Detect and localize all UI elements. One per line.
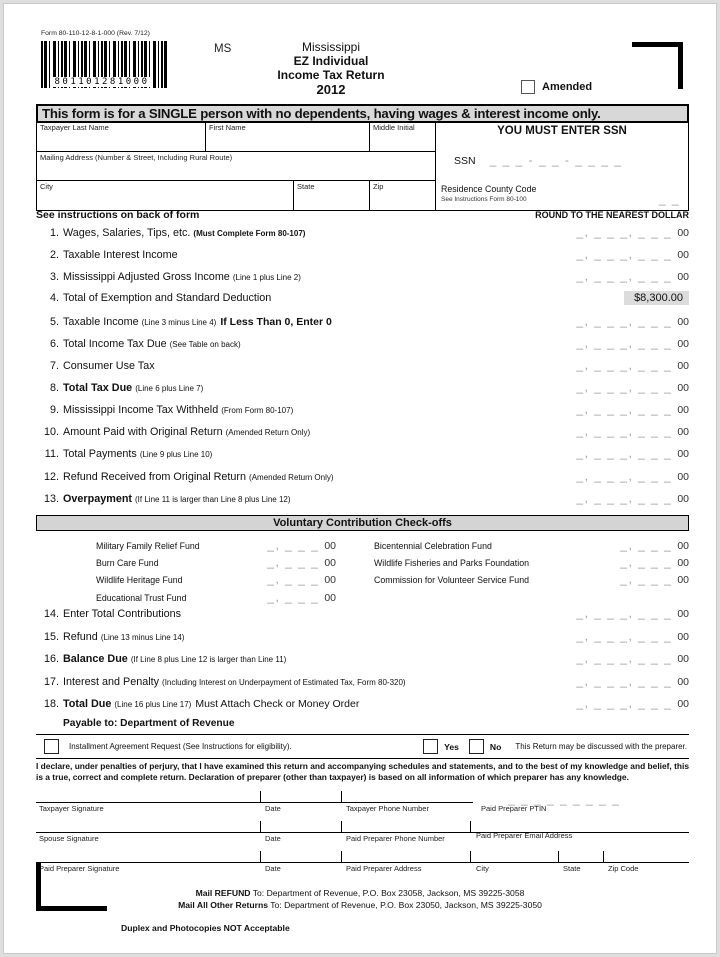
checkoff-label: Bicentennial Celebration Fund — [374, 541, 492, 551]
line-row-4 — [36, 291, 689, 313]
line-row-10 — [36, 424, 689, 446]
amount-field-5[interactable]: _, _ _ _, _ _ _ 00 — [576, 313, 689, 328]
ssn-label: SSN — [454, 155, 476, 167]
checkoff-amount-field[interactable]: _, _ _ _ 00 — [267, 589, 336, 604]
mail-other-bold: Mail All Other Returns — [178, 900, 269, 911]
state-field[interactable] — [294, 181, 370, 210]
mail-refund-bold: Mail REFUND — [195, 888, 251, 898]
no-checkbox[interactable] — [469, 739, 484, 754]
spouse-signature-label: Spouse Signature — [39, 834, 99, 843]
yes-label: Yes — [444, 741, 459, 752]
taxpayer-signature-line[interactable] — [36, 802, 473, 803]
line-suffix: Must Attach Check or Money Order — [195, 698, 360, 710]
installment-checkbox[interactable] — [44, 739, 59, 754]
city-field[interactable] — [37, 181, 294, 210]
amount-field-17[interactable]: _, _ _ _, _ _ _ 00 — [576, 673, 689, 688]
line-row-6 — [36, 336, 689, 358]
first-name-field[interactable] — [206, 122, 370, 151]
barcode — [41, 41, 167, 88]
line-row-2 — [36, 247, 689, 269]
preparer-city-label: City — [476, 864, 489, 873]
preparer-discuss-note: This Return may be discussed with the preparer. — [515, 742, 687, 751]
preparer-address-label: Paid Preparer Address — [346, 864, 422, 873]
amended-label: Amended — [542, 81, 593, 93]
amount-field-6[interactable]: _, _ _ _, _ _ _ 00 — [576, 335, 689, 350]
signature-row-2 — [36, 820, 689, 850]
line-row-9 — [36, 402, 689, 424]
line-row-3 — [36, 269, 689, 291]
divider-tick — [470, 851, 471, 863]
state-code: MS — [214, 43, 232, 55]
form-number: Form 80-110-12-8-1-000 (Rev. 7/12) — [41, 30, 150, 37]
line-number: 8. — [49, 381, 59, 394]
divider-tick — [260, 821, 261, 833]
middle-initial-field[interactable] — [370, 122, 435, 151]
line4-standard-deduction-value: $8,300.00 — [624, 291, 689, 305]
amount-field-3[interactable]: _, _ _ _, _ _ _ 00 — [576, 269, 689, 284]
ssn-input[interactable]: _ _ _ - _ _ - _ _ _ _ — [489, 153, 623, 167]
line-label: Consumer Use Tax — [63, 359, 155, 372]
line-label: Enter Total Contributions — [63, 608, 182, 620]
checkoff-label: Commission for Volunteer Service Fund — [374, 575, 529, 586]
preparer-signature-line[interactable] — [36, 862, 689, 863]
line-number: 7. — [49, 359, 59, 372]
mailing-instructions — [4, 887, 716, 912]
form-title — [241, 40, 421, 98]
amended-group — [521, 80, 592, 94]
barcode-digits: 801101281000 — [51, 77, 153, 87]
line-label: Taxable Income — [63, 315, 139, 328]
line-number: 3. — [49, 271, 59, 284]
ssn-heading: YOU MUST ENTER SSN — [497, 125, 627, 137]
line-number: 1. — [49, 227, 59, 239]
checkoff-amount-field[interactable]: _, _ _ _ 00 — [620, 572, 689, 587]
checkoff-row — [374, 538, 689, 555]
line-note: (Line 3 minus Line 4) — [141, 317, 217, 327]
zip-label: Zip — [373, 182, 384, 192]
no-label: No — [489, 741, 502, 752]
mail-other-rest: To: Department of Revenue, P.O. Box 23050, Jackson, MS 39225-3050 — [268, 900, 542, 911]
line-label: Refund — [63, 630, 98, 643]
line-label: Total of Exemption and Standard Deduction — [63, 292, 272, 305]
spouse-signature-line[interactable] — [36, 832, 689, 833]
checkoff-row — [96, 590, 336, 607]
signature-row-1 — [36, 790, 689, 820]
checkoff-row — [374, 572, 689, 589]
amount-field-10[interactable]: _, _ _ _, _ _ _ 00 — [576, 424, 689, 439]
mail-refund-rest: To: Department of Revenue, P.O. Box 23058, Jackson, MS 39225-3058 — [250, 888, 525, 898]
line-note: (Including Interest on Underpayment of Estimated Tax, Form 80-320) — [162, 677, 406, 687]
preparer-phone-label: Paid Preparer Phone Number — [346, 834, 445, 843]
installment-strip — [36, 734, 689, 759]
checkoff-row — [96, 538, 336, 555]
line-number: 9. — [49, 404, 59, 417]
form-page — [3, 3, 717, 954]
line-row-14 — [36, 606, 689, 629]
checkoff-row — [96, 572, 336, 589]
preparer-zip-label: Zip Code — [608, 864, 639, 873]
checkoff-label: Wildlife Fisheries and Parks Foundation — [374, 558, 529, 569]
ssn-box — [436, 122, 688, 210]
amount-field-1[interactable]: _, _ _ _, _ _ _ 00 — [576, 225, 689, 239]
first-name-label: First Name — [209, 123, 246, 132]
lines-1-13 — [36, 225, 689, 513]
line-number: 5. — [49, 315, 59, 328]
amount-field-16[interactable]: _, _ _ _, _ _ _ 00 — [576, 651, 689, 665]
line-label: Refund Received from Original Return — [63, 470, 247, 483]
preparer-email-label: Paid Preparer Email Address — [476, 831, 573, 840]
line-note: (See Table on back) — [169, 339, 241, 349]
mail-other-line — [4, 899, 716, 911]
zip-field[interactable] — [370, 181, 435, 210]
line-number: 15. — [43, 630, 59, 643]
checkoff-section — [36, 538, 689, 607]
line-row-7 — [36, 358, 689, 380]
checkoff-amount-field[interactable]: _, _ _ _ 00 — [267, 555, 336, 570]
divider-tick — [260, 851, 261, 863]
line-note: (Amended Return Only) — [249, 472, 334, 482]
amount-field-13[interactable]: _, _ _ _, _ _ _ 00 — [576, 490, 689, 505]
checkoff-row — [374, 555, 689, 572]
ptin-label: Paid Preparer PTIN — [481, 804, 547, 813]
lines-14-18 — [36, 606, 689, 719]
divider-tick — [341, 791, 342, 803]
line-number: 13. — [43, 492, 59, 505]
payable-to-note: Payable to: Department of Revenue — [63, 718, 235, 729]
line-note: (Must Complete Form 80-107) — [193, 229, 306, 238]
line-label: Total Due — [63, 698, 112, 710]
amount-field-8[interactable]: _, _ _ _, _ _ _ 00 — [576, 379, 689, 394]
checkoff-row — [96, 555, 336, 572]
date-label: Date — [265, 864, 281, 873]
city-label: City — [40, 182, 53, 192]
amount-field-18[interactable]: _, _ _ _, _ _ _ 00 — [576, 696, 689, 710]
instructions-row — [36, 209, 689, 221]
single-person-banner: This form is for a SINGLE person with no dependents, having wages & interest income only. — [36, 104, 689, 123]
checkoff-label: Burn Care Fund — [96, 558, 159, 569]
line-number: 11. — [44, 448, 59, 461]
line-number: 18. — [43, 698, 59, 710]
divider-tick — [341, 851, 342, 863]
line-note: (From Form 80-107) — [221, 406, 294, 416]
checkoff-label: Wildlife Heritage Fund — [96, 575, 183, 586]
installment-label: Installment Agreement Request (See Instructions for eligibility). — [69, 742, 292, 751]
signature-row-3 — [36, 850, 689, 880]
last-name-field[interactable] — [37, 122, 206, 151]
perjury-declaration: I declare, under penalties of perjury, that I have examined this return and accompanying schedules and statements, and to the best of my knowledge and belief, this is a true, correct and complete return. Declaration of preparer (other than taxpayer) is based on all information of which preparer has any knowledge. — [36, 761, 689, 782]
checkoff-amount-field[interactable]: _, _ _ _ 00 — [620, 538, 689, 552]
line-label: Mississippi Adjusted Gross Income — [63, 271, 230, 284]
line-label: Mississippi Income Tax Withheld — [63, 404, 219, 417]
yes-checkbox[interactable] — [423, 739, 438, 754]
mailing-address-field[interactable] — [37, 152, 435, 181]
line-label: Total Income Tax Due — [63, 337, 167, 350]
instructions-left: See instructions on back of form — [36, 209, 200, 221]
taxpayer-info-table — [36, 122, 689, 211]
line-number: 2. — [49, 249, 59, 262]
line-label: Total Payments — [63, 448, 137, 461]
line-label: Overpayment — [63, 492, 133, 505]
checkoff-left-column — [36, 538, 336, 607]
line-number: 17. — [43, 675, 59, 688]
divider-tick — [260, 791, 261, 803]
line-row-12 — [36, 469, 689, 491]
corner-mark-top-right — [632, 42, 683, 89]
line-label: Interest and Penalty — [63, 675, 160, 688]
amount-field-11[interactable]: _, _ _ _, _ _ _ 00 — [576, 446, 689, 461]
mailing-address-label: Mailing Address (Number & Street, Including Rural Route) — [40, 152, 233, 162]
checkoff-label: Educational Trust Fund — [96, 592, 187, 603]
preparer-state-label: State — [563, 864, 581, 873]
line-row-15 — [36, 629, 689, 652]
line-row-1 — [36, 225, 689, 247]
amount-field-7[interactable]: _, _ _ _, _ _ _ 00 — [576, 357, 689, 372]
preparer-signature-label: Paid Preparer Signature — [39, 864, 120, 873]
date-label: Date — [265, 834, 281, 843]
line-label: Amount Paid with Original Return — [63, 426, 223, 439]
mail-refund-line — [4, 887, 716, 899]
divider-tick — [558, 851, 559, 863]
checkoff-amount-field[interactable]: _, _ _ _ 00 — [267, 538, 336, 552]
round-to-dollar: ROUND TO THE NEAREST DOLLAR — [535, 210, 689, 220]
line-label: Balance Due — [63, 653, 128, 665]
middle-initial-label: Middle Initial — [373, 123, 415, 132]
line-number: 4. — [49, 292, 59, 305]
title-return: Income Tax Return — [277, 68, 385, 83]
taxpayer-phone-label: Taxpayer Phone Number — [346, 804, 429, 813]
line-label: Total Tax Due — [63, 381, 133, 394]
line-note: (Line 1 plus Line 2) — [232, 273, 301, 283]
last-name-label: Taxpayer Last Name — [40, 123, 109, 132]
line-number: 14. — [43, 608, 59, 620]
amount-field-12[interactable]: _, _ _ _, _ _ _ 00 — [576, 468, 689, 483]
line-suffix: If Less Than 0, Enter 0 — [220, 315, 332, 328]
line-note: (Line 6 plus Line 7) — [135, 383, 204, 393]
line-row-11 — [36, 446, 689, 468]
voluntary-contribution-header: Voluntary Contribution Check-offs — [36, 515, 689, 531]
line-number: 10. — [43, 426, 59, 439]
line-row-5 — [36, 314, 689, 336]
checkoff-amount-field[interactable]: _, _ _ _ 00 — [267, 572, 336, 587]
amount-field-14[interactable]: _, _ _ _, _ _ _ 00 — [576, 606, 689, 620]
title-ez: EZ Individual — [293, 54, 369, 69]
county-code-label: Residence County Code — [441, 184, 537, 194]
name-address-block — [37, 122, 436, 210]
line-row-8 — [36, 380, 689, 402]
amended-checkbox[interactable] — [521, 80, 535, 94]
amount-field-9[interactable]: _, _ _ _, _ _ _ 00 — [576, 402, 689, 417]
duplex-note: Duplex and Photocopies NOT Acceptable — [121, 923, 290, 933]
amount-field-2[interactable]: _, _ _ _, _ _ _ 00 — [576, 247, 689, 262]
line-row-13 — [36, 491, 689, 513]
line-row-17 — [36, 674, 689, 697]
amount-field-15[interactable]: _, _ _ _, _ _ _ 00 — [576, 628, 689, 643]
divider-tick — [603, 851, 604, 863]
line-note: (If Line 11 is larger than Line 8 plus Line 12) — [135, 494, 291, 504]
line-number: 16. — [43, 653, 59, 665]
line-row-16 — [36, 651, 689, 674]
line-row-18 — [36, 696, 689, 719]
title-state: Mississippi — [301, 40, 360, 54]
county-code-note: See Instructions Form 80-100 — [441, 196, 527, 203]
line-note: (Line 9 plus Line 10) — [139, 450, 213, 460]
line-note: (If Line 8 plus Line 12 is larger than Line 11) — [130, 655, 287, 664]
ptin-input[interactable]: _ _ _ _ _ _ _ _ _ — [508, 792, 621, 806]
line-note: (Line 16 plus Line 17) — [114, 700, 192, 709]
state-label: State — [297, 182, 315, 192]
county-code-input[interactable]: _ _ — [658, 192, 680, 206]
line-number: 12. — [43, 470, 59, 483]
line-label: Wages, Salaries, Tips, etc. — [63, 227, 191, 239]
line-note: (Line 13 minus Line 14) — [100, 632, 185, 642]
checkoff-label: Military Family Relief Fund — [96, 541, 200, 551]
divider-tick — [470, 821, 471, 833]
line-note: (Amended Return Only) — [225, 428, 311, 438]
checkoff-right-column — [336, 538, 689, 607]
checkoff-amount-field[interactable]: _, _ _ _ 00 — [620, 555, 689, 570]
title-year: 2012 — [316, 82, 346, 98]
date-label: Date — [265, 804, 281, 813]
line-label: Taxable Interest Income — [63, 249, 178, 262]
line-number: 6. — [49, 337, 59, 350]
divider-tick — [341, 821, 342, 833]
taxpayer-signature-label: Taxpayer Signature — [39, 804, 104, 813]
